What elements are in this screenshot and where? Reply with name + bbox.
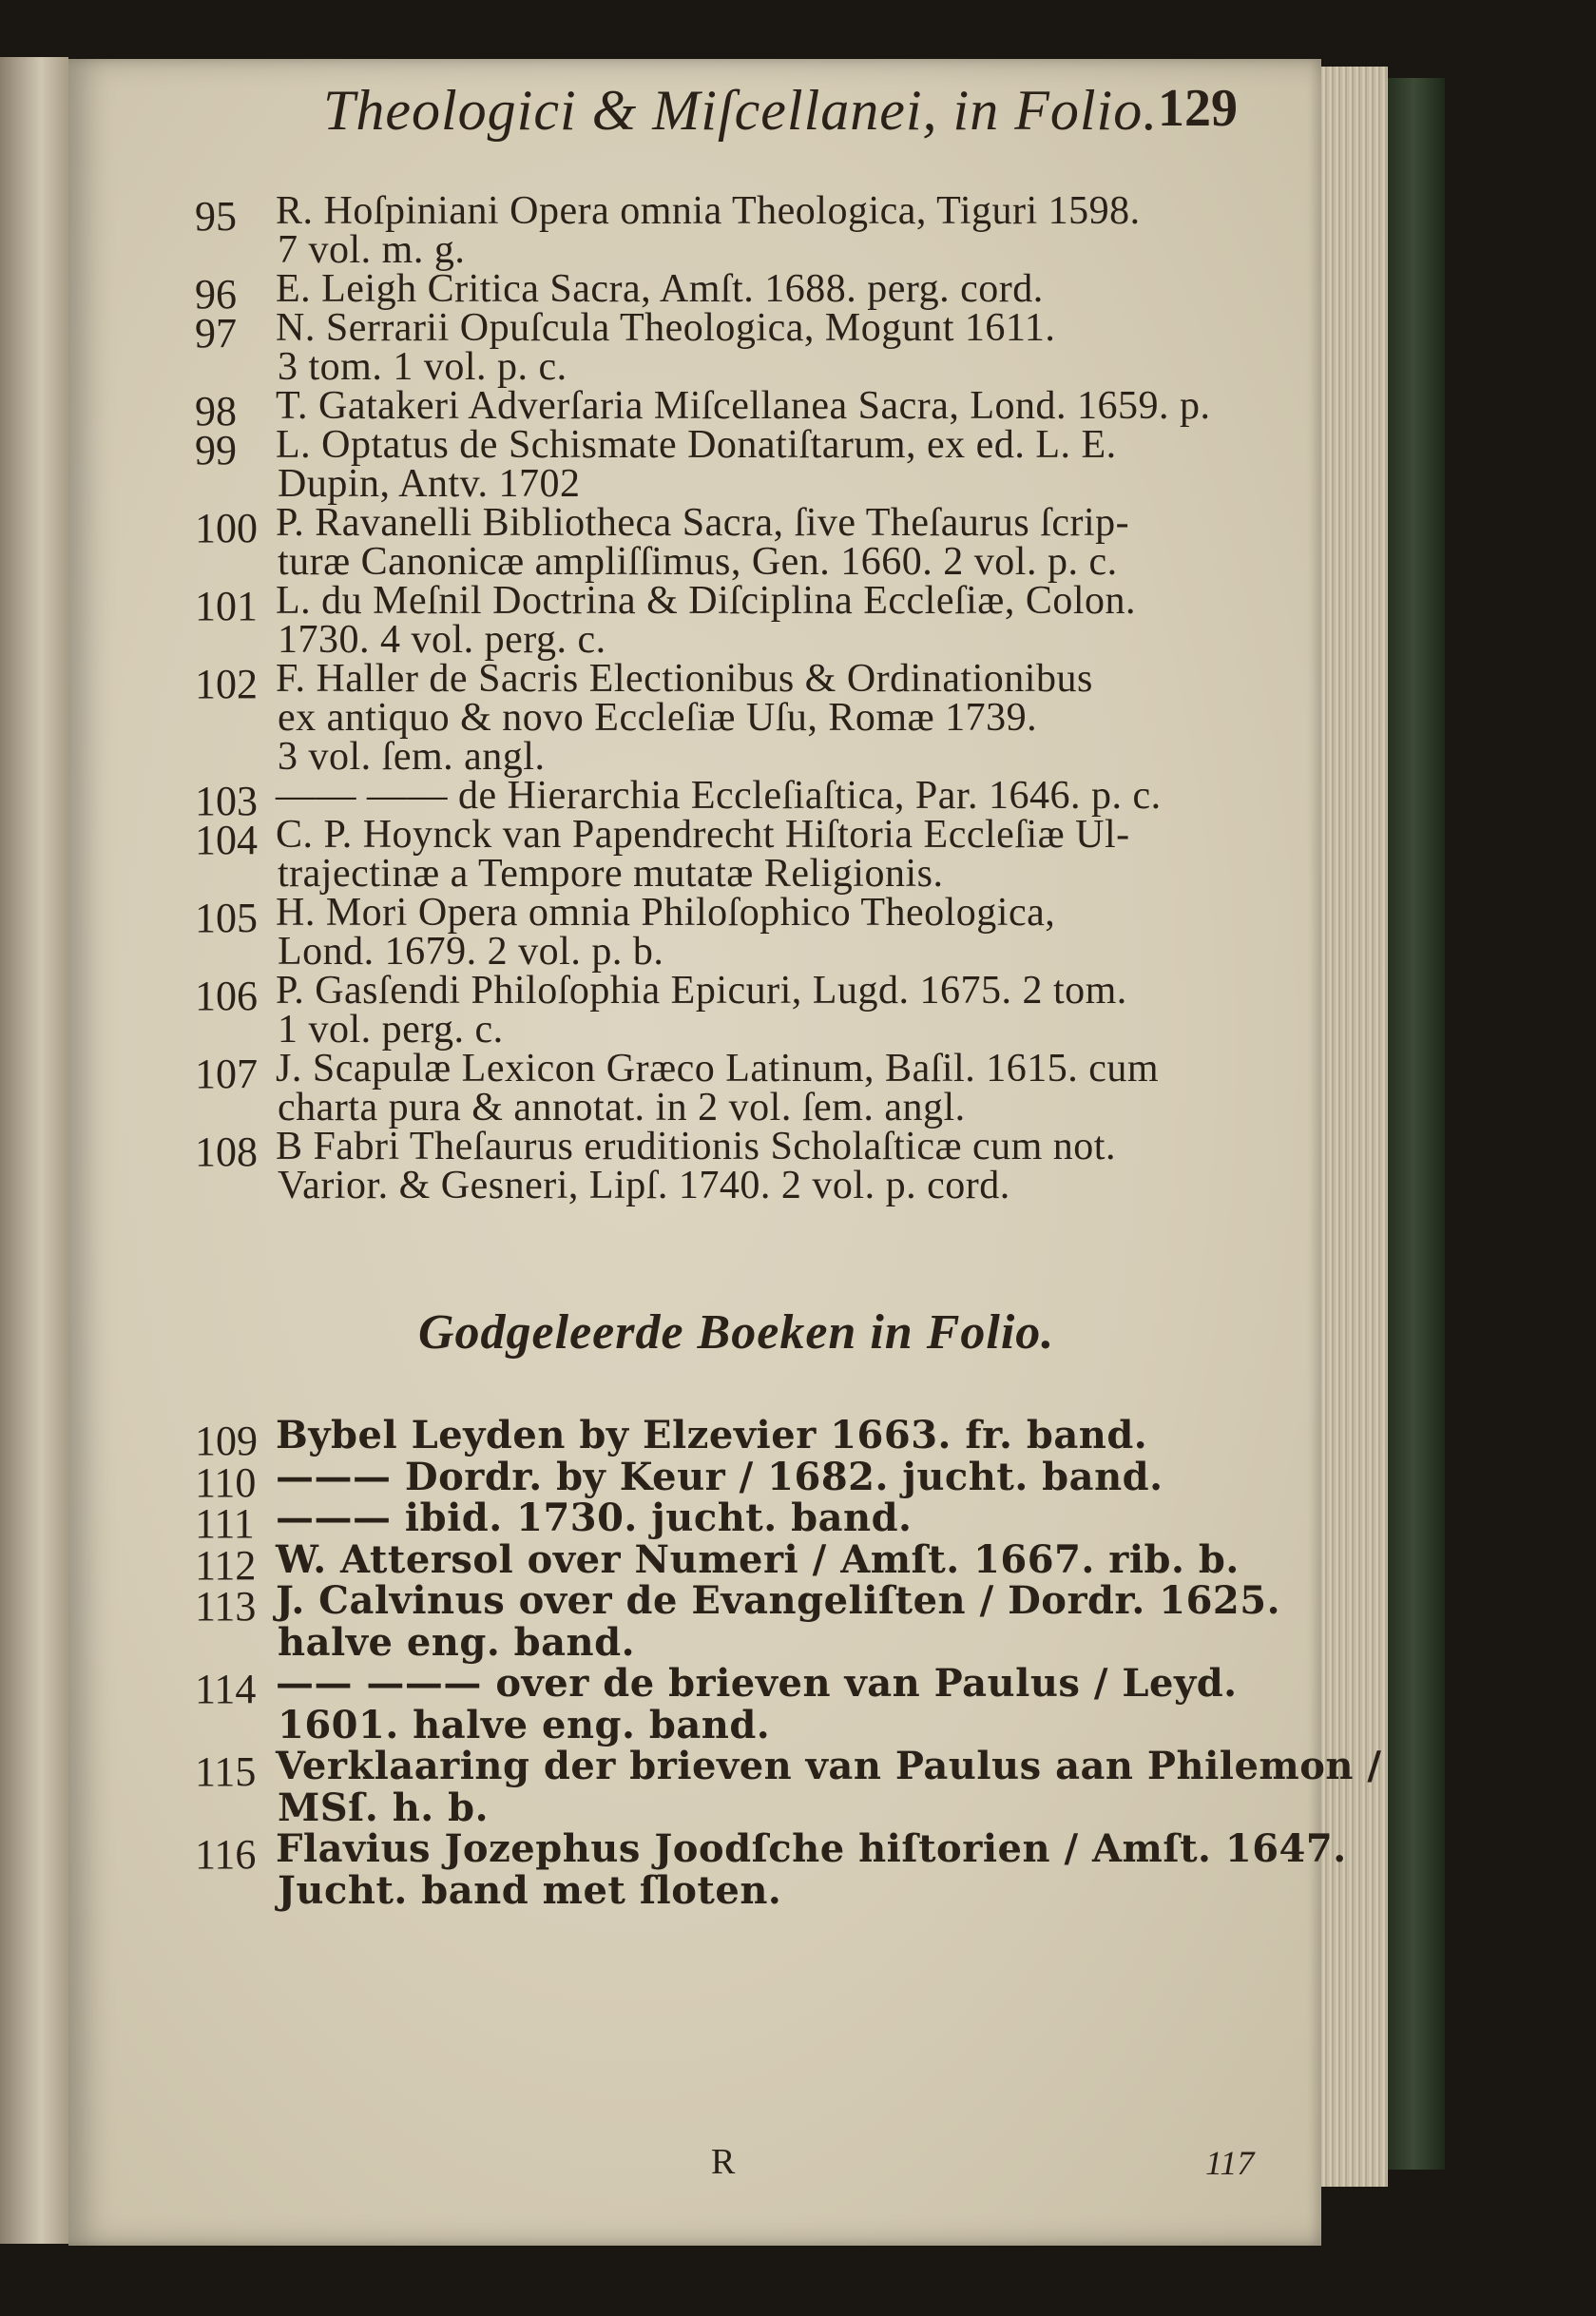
entry-line: Jucht. band met ſloten.	[278, 1867, 782, 1913]
entry-line: —— —— de Hierarchia Eccleſiaſtica, Par. 1646. p. c.	[276, 774, 1162, 818]
entry-line: Dupin, Antv. 1702	[278, 462, 581, 506]
entry-number: 103	[195, 778, 258, 824]
entry-line: C. P. Hoynck van Papendrecht Hiſtoria Eccleſiæ Ul-	[276, 813, 1130, 857]
entry-number: 113	[195, 1583, 257, 1630]
section-heading: Godgeleerde Boeken in Folio.	[418, 1305, 1055, 1360]
signature-mark: R	[711, 2142, 736, 2182]
entry-line: MSſ. h. b.	[278, 1785, 490, 1830]
entry-line: T. Gatakeri Adverſaria Miſcellanea Sacra, Lond. 1659. p.	[276, 384, 1211, 428]
entry-number: 106	[195, 973, 258, 1019]
entry-line: 3 vol. ſem. angl.	[278, 735, 546, 779]
entry-line: N. Serrarii Opuſcula Theologica, Mogunt 1611.	[276, 306, 1056, 350]
entry-number: 114	[195, 1666, 257, 1712]
entry-line: Verklaaring der brieven van Paulus aan Philemon /	[276, 1744, 1382, 1788]
entry-number: 109	[195, 1418, 258, 1464]
entry-line: E. Leigh Critica Sacra, Amſt. 1688. perg. cord.	[276, 267, 1044, 311]
entry-line: J. Calvinus over de Evangeliſten / Dordr. 1625.	[276, 1578, 1281, 1623]
entry-line: R. Hoſpiniani Opera omnia Theologica, Tiguri 1598.	[276, 189, 1141, 233]
entry-line: ex antiquo & novo Eccleſiæ Uſu, Romæ 1739.	[278, 696, 1038, 740]
entry-number: 107	[195, 1051, 258, 1097]
entry-line: Bybel Leyden by Elzevier 1663. fr. band.	[276, 1413, 1148, 1457]
entry-line: Varior. & Gesneri, Lipſ. 1740. 2 vol. p. cord.	[278, 1164, 1010, 1207]
running-header: Theologici & Miſcellanei, in Folio.	[323, 79, 1159, 142]
entry-number: 108	[195, 1129, 258, 1175]
entry-number: 112	[195, 1541, 257, 1589]
entry-number: 102	[195, 661, 258, 707]
entry-line: W. Attersol over Numeri / Amſt. 1667. rib. b.	[276, 1536, 1240, 1582]
entry-line: H. Mori Opera omnia Philoſophico Theologica,	[276, 891, 1056, 935]
entry-number: 110	[195, 1458, 257, 1506]
entry-line: Flavius Jozephus Joodſche hiſtorien / Amſt. 1647.	[276, 1826, 1347, 1871]
entry-line: ——— Dordr. by Keur / 1682. jucht. band.	[276, 1454, 1163, 1499]
entry-line: trajectinæ a Tempore mutatæ Religionis.	[278, 852, 944, 896]
entry-number: 97	[195, 310, 237, 357]
entry-number: 105	[195, 895, 258, 941]
entry-line: L. Optatus de Schismate Donatiſtarum, ex ed. L. E.	[276, 423, 1117, 467]
entry-line: Lond. 1679. 2 vol. p. b.	[278, 930, 664, 974]
entry-number: 101	[195, 583, 258, 629]
entry-line: F. Haller de Sacris Electionibus & Ordinationibus	[276, 657, 1093, 701]
entry-line: B Fabri Theſaurus eruditionis Scholaſticæ cum not.	[276, 1125, 1116, 1168]
entry-line: 1601. halve eng. band.	[278, 1702, 771, 1747]
entry-line: —— ——— over de brieven van Paulus / Leyd.	[276, 1661, 1238, 1706]
entry-line: 1 vol. perg. c.	[278, 1008, 504, 1052]
entry-line: turæ Canonicæ ampliſſimus, Gen. 1660. 2 vol. p. c.	[278, 540, 1118, 584]
entry-number: 115	[195, 1748, 257, 1795]
entry-number: 99	[195, 427, 237, 473]
page-number: 129	[1158, 79, 1238, 138]
entry-number: 95	[195, 193, 237, 240]
entry-number: 116	[195, 1831, 257, 1878]
entry-line: L. du Meſnil Doctrina & Diſciplina Eccleſiæ, Colon.	[276, 579, 1136, 623]
entry-line: ——— ibid. 1730. jucht. band.	[276, 1496, 913, 1540]
entry-line: 1730. 4 vol. perg. c.	[278, 618, 606, 662]
entry-line: P. Ravanelli Bibliotheca Sacra, ſive Theſaurus ſcrip-	[276, 501, 1130, 545]
entry-line: P. Gasſendi Philoſophia Epicuri, Lugd. 1675. 2 tom.	[276, 969, 1127, 1013]
entry-line: halve eng. band.	[278, 1619, 636, 1665]
entry-number: 111	[195, 1500, 255, 1547]
entry-number: 98	[195, 388, 237, 434]
entry-number: 104	[195, 817, 258, 863]
entry-line: 3 tom. 1 vol. p. c.	[278, 345, 567, 389]
entry-number: 100	[195, 505, 258, 551]
entry-line: 7 vol. m. g.	[278, 228, 466, 272]
entry-line: charta pura & annotat. in 2 vol. ſem. angl.	[278, 1086, 966, 1129]
entry-number: 96	[195, 271, 237, 318]
catchword: 117	[1205, 2144, 1255, 2182]
entry-line: J. Scapulæ Lexicon Græco Latinum, Baſil. 1615. cum	[276, 1047, 1160, 1090]
